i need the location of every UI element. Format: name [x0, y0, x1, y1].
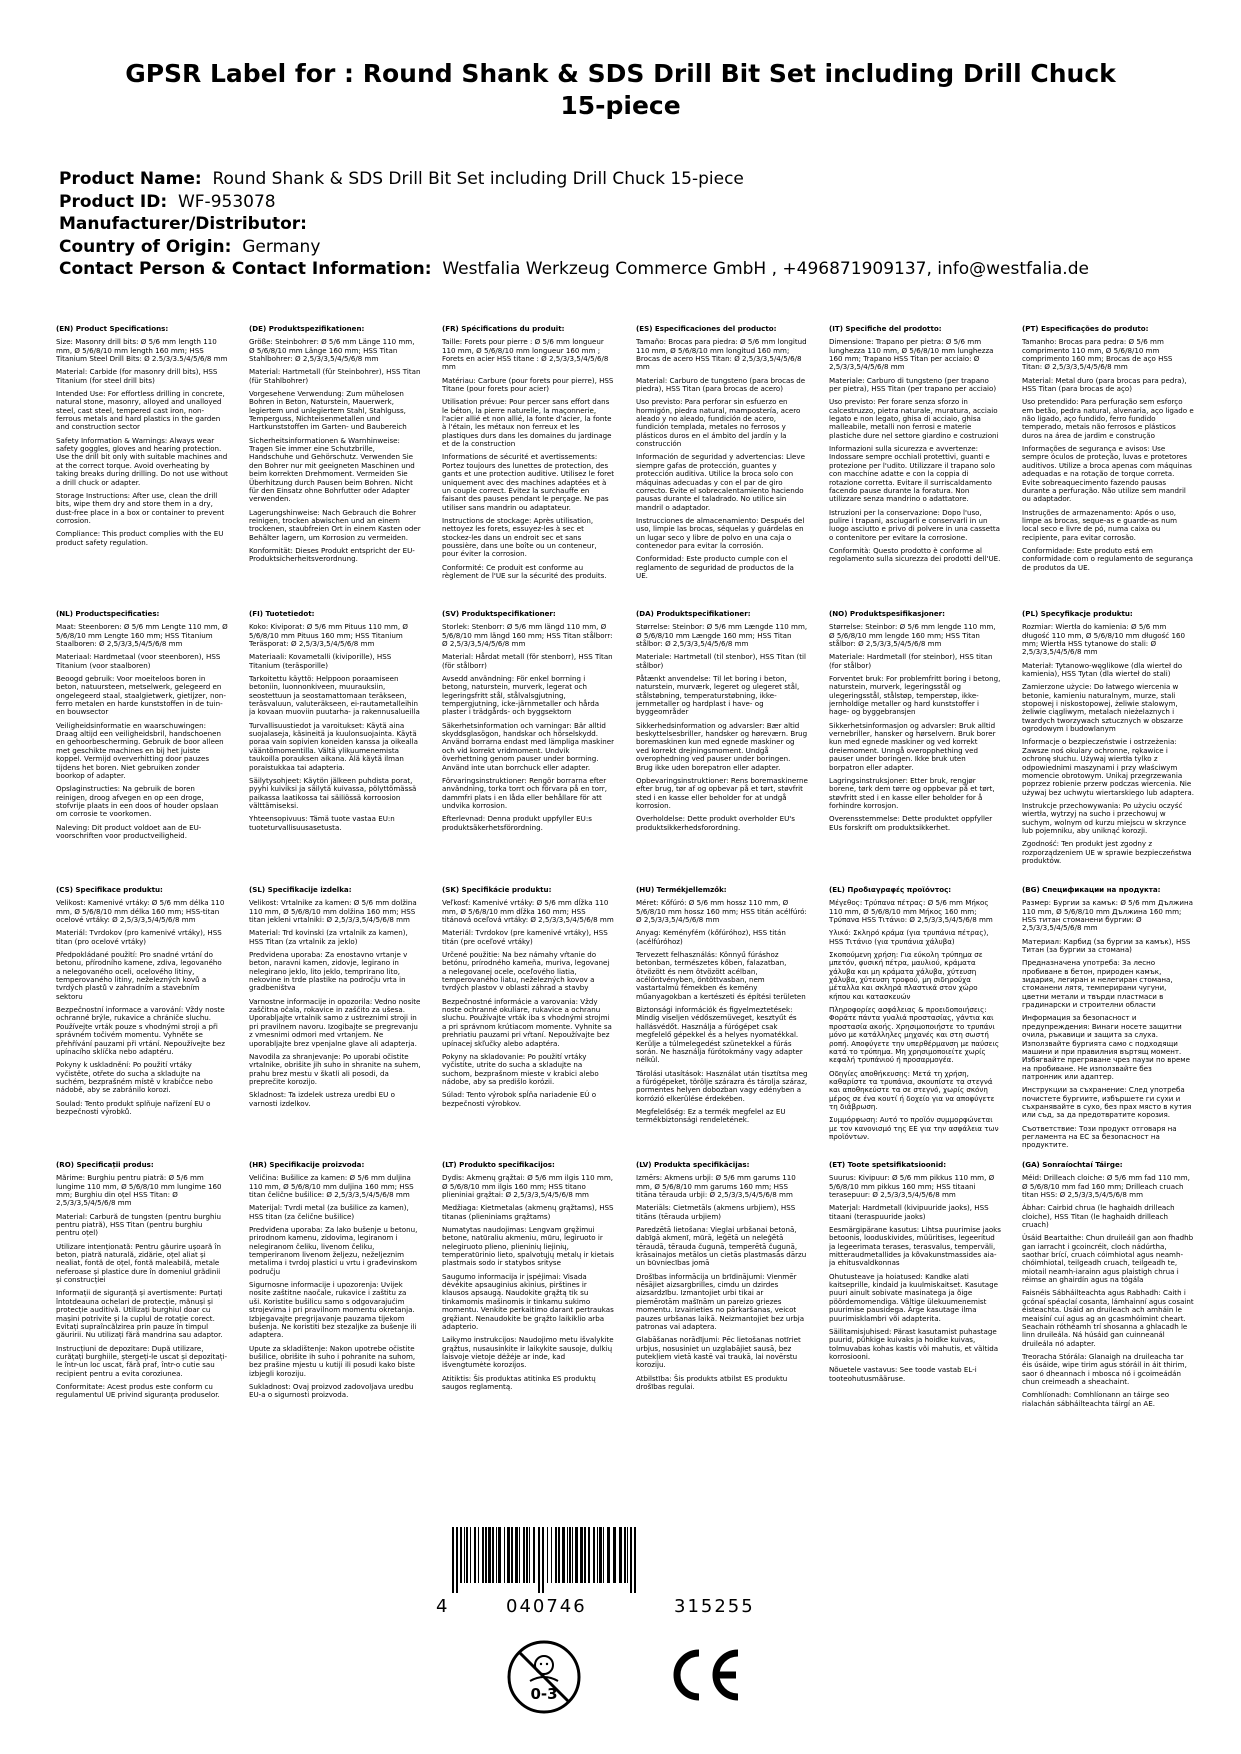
- spec-block-heading: (EL) Προδιαγραφές προϊόντος:: [829, 886, 952, 894]
- product-id-row: [59, 191, 1189, 214]
- barcode-bars: [452, 1527, 786, 1593]
- spec-block-paragraph: Conformité: Ce produit est conforme au règlement de l'UE sur la sécurité des produits.: [442, 562, 607, 580]
- label-title: GPSR Label for : Round Shank & SDS Drill Bit Set including Drill Chuck 15-piece: [125, 59, 1116, 120]
- spec-block-paragraph: Sikkerhedsinformation og advarsler: Bær altid beskyttelsesbriller, handsker og høreværn. Brug boremaskinen kun med egnede maskiner og ved korrekt drejningsmoment. Undgå overophedning ved pauser under boringen. Brug ikke uden borepatron eller adapter.: [636, 720, 808, 772]
- product-name-label: Product Name:: [59, 169, 202, 189]
- spec-block-paragraph: Glabāšanas norādījumi: Pēc lietošanas notīriet urbjus, nosusiniet un uzglabājiet sausā, bez putekļiem vietā kastē vai traukā, lai novērstu koroziju.: [636, 1335, 801, 1370]
- spec-block-paragraph: Instrucțiuni de depozitare: După utilizare, curățați burghiile, ștergeți-le uscat și depozitați-le într-un loc uscat, fără praf, într-o cutie sau recipient pentru a evita coroziunea.: [56, 1343, 228, 1378]
- spec-block-paragraph: Určené použitie: Na bez námahy vŕtanie do betónu, prírodného kameňa, muriva, legovanej a nelegovanej ocele, oceľového liatia, temperovaného liatu, neželezných kovov a tvrdých plastov v oblasti záhrad a stavby: [442, 950, 610, 993]
- spec-block-paragraph: Yhteensopivuus: Tämä tuote vastaa EU:n tuoteturvallisuusasetusta.: [249, 814, 395, 832]
- spec-block-paragraph: Sicherheitsinformationen & Warnhinweise: Tragen Sie immer eine Schutzbrille, Handschuhe und Gehörschutz. Verwenden Sie den Bohrer nur mit geeigneten Maschinen und beim korrekten Drehmoment. Vermeiden Sie Überhitzung durch Pausen beim Bohren. Nicht für den Einsatz ohne Bohrfutter oder Adapter verwenden.: [249, 435, 415, 504]
- spec-block-paragraph: Materiaal: Hardmetaal (voor steenboren), HSS Titanium (voor staalboren): [56, 652, 221, 670]
- spec-block-paragraph: Instrukcje przechowywania: Po użyciu oczyść wiertła, wytrzyj na sucho i przechowuj w suchym, wolnym od kurzu miejscu w skrzynce lub pojemniku, aby uniknąć korozji.: [1022, 800, 1187, 835]
- barcode-bar: [515, 1527, 518, 1583]
- barcode-bar: [529, 1527, 530, 1583]
- spec-block-paragraph: Nõuetele vastavus: See toode vastab EL-i tooteohutusmääruse.: [829, 1365, 977, 1383]
- barcode-bar: [624, 1527, 626, 1583]
- spec-block-heading: (FR) Spécifications du produit:: [442, 325, 565, 333]
- spec-block-paragraph: Maat: Steenboren: Ø 5/6 mm Lengte 110 mm, Ø 5/6/8/10 mm Lengte 160 mm; HSS Titanium Staalboren: Ø 2,5/3/3,5/4/5/6/8 mm: [56, 622, 228, 649]
- spec-block: [442, 886, 614, 1156]
- barcode-bar: [523, 1527, 525, 1583]
- barcode-bar: [593, 1527, 595, 1583]
- barcode-bar: [619, 1527, 622, 1583]
- spec-block-paragraph: Predviđena uporaba: Za lako bušenje u betonu, prirodnom kamenu, zidovima, legiranom i nelegiranom čeliku, livenom čeliku, temperiranom livenom željezu, neželjeznim metalima i tvrdoj plastici u vrtu i građevinskom području: [249, 1225, 418, 1276]
- spec-block-heading: (FI) Tuotetiedot:: [249, 610, 315, 618]
- spec-block-paragraph: Dydis: Akmenų grąžtai: Ø 5/6 mm ilgis 110 mm, Ø 5/6/8/10 mm ilgis 160 mm; HSS titano plieniniai grąžtai: Ø 2,5/3/3,5/4/5/6/8 mm: [442, 1173, 614, 1200]
- spec-block: [1022, 610, 1194, 880]
- spec-block-heading: (SL) Specifikacije izdelka:: [249, 886, 352, 894]
- spec-block-paragraph: Σκοπούμενη χρήση: Για εύκολη τρύπημα σε μπετόν, φυσική πέτρα, μαυλιού, κράματα χάλυβα και μη κράματα χάλυβα, χύτευση χάλυβα, χύτευση τροφού, μη σιδηρούχα μέταλλα και σκληρά πλαστικά στον χώρο κήπου και κατασκευών: [829, 950, 983, 1001]
- spec-block-paragraph: Storage Instructions: After use, clean the drill bits, wipe them dry and store them in a dry, dust-free place in a box or container to prevent corrosion.: [56, 490, 225, 525]
- spec-block-paragraph: Материал: Карбид (за бургии за камък), HSS Титан (за бургии за стомана): [1022, 936, 1191, 955]
- spec-block: [636, 610, 808, 880]
- spec-block-heading: (EN) Product Specifications:: [56, 325, 169, 333]
- spec-block: [249, 325, 421, 595]
- spec-block-paragraph: Taille: Forets pour pierre : Ø 5/6 mm longueur 110 mm, Ø 5/6/8/10 mm longueur 160 mm ; Forets en acier HSS titane : Ø 2,5/3/3,5/4/5/6/8 mm: [442, 337, 609, 372]
- barcode-bar: [562, 1527, 565, 1583]
- barcode-bar: [482, 1527, 484, 1583]
- spec-block-paragraph: Säilitamisjuhised: Pärast kasutamist puhastage puurid, pühkige kuivaks ja hoidke kuivas, tolmuvabas kohas kastis või mahutis, et vältida korrosiooni.: [829, 1326, 999, 1361]
- barcode-bar: [627, 1527, 628, 1583]
- product-name-row: [59, 168, 1189, 191]
- spec-block-paragraph: Materiale: Carburo di tungsteno (per trapano per pietra), HSS Titan (per trapano per acciaio): [829, 375, 997, 394]
- spec-block-paragraph: Material: Carburo de tungsteno (para brocas de piedra), HSS Titan (para brocas de acero): [636, 375, 806, 394]
- spec-block-paragraph: Veličina: Bušilice za kamen: Ø 5/6 mm duljina 110 mm, Ø 5/6/8/10 mm duljina 160 mm; HSS titan čelične bušilice: Ø 2,5/3/3,5/4/5/6/8 mm: [249, 1173, 414, 1200]
- spec-block-paragraph: Sukladnost: Ovaj proizvod zadovoljava uredbu EU-a o sigurnosti proizvoda.: [249, 1381, 414, 1400]
- spec-block-paragraph: Utilisation prévue: Pour percer sans effort dans le béton, la pierre naturelle, la maçonnerie, l'acier allié et non allié, la fonte d'acier, la fonte à l'étain, les métaux non ferreux et les plastiques durs dans les domaines du jardinage et de la construction: [442, 397, 612, 449]
- spec-block-paragraph: Material: Carbură de tungsten (pentru burghiu pentru piatră), HSS Titan (pentru burghiu pentru oțel): [56, 1211, 222, 1238]
- spec-block-paragraph: Comhlíonadh: Comhlíonann an táirge seo rialachán sábháilteachta táirgí an AE.: [1022, 1390, 1170, 1408]
- spec-block: [56, 610, 228, 880]
- spec-block-paragraph: Sikkerhetsinformasjon og advarsler: Bruk alltid vernebriller, hansker og hørselvern. Bruk borer kun med egnede maskiner og ved korrekt dreiemoment. Unngå overopphething ved pauser under boringen. Ikke bruk uten borpatron eller adapter.: [829, 720, 996, 772]
- spec-block-paragraph: Tárolási utasítások: Használat után tisztítsa meg a fúrógépeket, törölje szárazra és tárolja száraz, pormentes helyen dobozban vagy edényben a korrózió elkerülése érdekében.: [636, 1068, 808, 1103]
- spec-block-paragraph: Размер: Бургии за камък: Ø 5/6 mm Дължина 110 mm, Ø 5/6/8/10 mm Дължина 160 mm; HSS титан стоманени бургии: Ø 2,5/3/3,5/4/5/6/8 mm: [1022, 898, 1193, 933]
- barcode-bar: [488, 1527, 491, 1583]
- barcode-bar: [558, 1527, 560, 1583]
- spec-block-paragraph: Tamanho: Brocas para pedra: Ø 5/6 mm comprimento 110 mm, Ø 5/6/8/10 mm comprimento 160 mm; Brocas de aço HSS Titan: Ø 2,5/3/3,5/4/5/6/8 mm: [1022, 337, 1173, 372]
- spec-block-paragraph: Storlek: Stenborr: Ø 5/6 mm längd 110 mm, Ø 5/6/8/10 mm längd 160 mm; HSS Titan stålborr: Ø 2,5/3/3,5/4/5/6/8 mm: [442, 622, 613, 649]
- spec-block-paragraph: Materiale: Hardmetall (for steinbor), HSS titan (for stålbor): [829, 652, 993, 670]
- barcode-bar: [599, 1527, 602, 1583]
- barcode-bar: [485, 1527, 487, 1583]
- spec-block-paragraph: Informacje o bezpieczeństwie i ostrzeżenia: Zawsze noś okulary ochronne, rękawice i ochronę słuchu. Używaj wiertła tylko z odpowiednimi maszynami i przy właściwym momencie obrotowym. Unikaj przegrzewania poprzez robienie przerw podczas wiercenia. Nie używaj bez uchwytu wiertarskiego lub adaptera.: [1022, 737, 1194, 797]
- country-row: [59, 236, 1189, 259]
- spec-block-heading: (LV) Produkta specifikācijas:: [636, 1161, 750, 1169]
- spec-block: [56, 325, 228, 595]
- barcode-bar: [538, 1527, 540, 1593]
- spec-block-paragraph: Saugumo informacija ir įspėjimai: Visada dėvėkite apsauginius akinius, pirštines ir klausos apsaugą. Naudokite grąžtą tik su tinkamomis mašinomis ir tinkamu sukimo momentu. Venkite perkaitimo darant pertraukas gręžiant. Nenaudokite be grąžto laikiklio arba adapterio.: [442, 1271, 614, 1331]
- spec-block-paragraph: Biztonsági információk és figyelmeztetések: Mindig viseljen védőszemüveget, kesztyűt és hallásvédőt. Használja a fúrógépet csak megfelelő gépekkel és a helyes nyomatékkal. Kerülje a túlmelegedést szünetekkel a fúrás során. Ne használja fúrótokmány vagy adapter nélkül.: [636, 1005, 803, 1065]
- barcode-bar: [575, 1527, 578, 1583]
- spec-block-paragraph: Turvallisuustiedot ja varoitukset: Käytä aina suojalaseja, käsineitä ja kuulonsuojainta. Käytä poraa vain sopivien koneiden kanssa ja oikealla vääntömomentilla. Vältä ylikuumenemista taukoilla porauksen aikana. Älä käytä ilman poraistukkaa tai adapteria.: [249, 720, 418, 772]
- spec-block-paragraph: Naleving: Dit product voldoet aan de EU-voorschriften voor productveiligheid.: [56, 822, 202, 840]
- spec-block-paragraph: Veiligheidsinformatie en waarschuwingen: Draag altijd een veiligheidsbril, handschoenen en gehoorbescherming. Gebruik de boor alleen met geschikte machines en bij het juiste koppel. Vermijd oververhitting door pauzes tijdens het boren. Niet gebruiken zonder boorkop of adapter.: [56, 720, 224, 780]
- spec-block-paragraph: Informations de sécurité et avertissements: Portez toujours des lunettes de protection, des gants et une protection auditive. Utilisez le foret uniquement avec des machines adaptées et à un couple correct. Évitez la surchauffe en faisant des pauses pendant le perçage. Ne pas utiliser sans mandrin ou adaptateur.: [442, 452, 614, 512]
- barcode-right-digits: 315255: [674, 1596, 755, 1617]
- spec-block-paragraph: Navodila za shranjevanje: Po uporabi očistite vrtalnike, obrišite jih suho in shranite na suhem, prahu brez mestu v škatli ali posodi, da preprečite korozijo.: [249, 1051, 421, 1086]
- product-name-value: Round Shank & SDS Drill Bit Set including Drill Chuck 15-piece: [212, 169, 744, 189]
- spec-block-paragraph: Predvidena uporaba: Za enostavno vrtanje v beton, naravni kamen, zidovje, legirano in nelegirano jeklo, lito jeklo, temprirano lito, nekovine in trde plastike na področju vrta in gradbeništva: [249, 950, 408, 993]
- spec-block-paragraph: Upute za skladištenje: Nakon upotrebe očistite bušilice, obrišite ih suho i pohranite na suhom, bez prašine mjestu u kutiji ili posudi kako biste izbjegli koroziju.: [249, 1343, 416, 1378]
- product-info: [59, 168, 1189, 281]
- spec-block: [249, 1161, 421, 1421]
- spec-block-paragraph: Informações de segurança e avisos: Use sempre óculos de proteção, luvas e protetores auditivos. Utilize a broca apenas com máquinas adequadas e na rotação de torque correta. Evite sobreaquecimento fazendo pausas durante a perfuração. Não utilize sem mandril ou adaptador.: [1022, 444, 1192, 504]
- spec-block-paragraph: Material: Trd kovinski (za vrtalnik za kamen), HSS Titan (za vrtalnik za jeklo): [249, 928, 408, 946]
- barcode-bar: [507, 1527, 510, 1583]
- barcode-bar: [551, 1527, 552, 1583]
- spec-block-paragraph: Material: Metal duro (para brocas para pedra), HSS Titan (para brocas de aço): [1022, 375, 1187, 394]
- spec-block: [829, 325, 1001, 595]
- spec-block-heading: (CS) Specifikace produktu:: [56, 886, 163, 894]
- manufacturer-row: [59, 213, 1189, 236]
- spec-block-paragraph: Информация за безопасност и предупреждения: Винаги носете защитни очила, ръкавици и защита за слуха. Използвайте бургията само с подходящи машини и при правилния въртящ момент. Избягвайте прегряване чрез паузи по време на пробиване. Не използвайте без патронник или адаптер.: [1022, 1013, 1191, 1081]
- barcode-bar: [470, 1527, 471, 1583]
- spec-block-paragraph: Izmērs: Akmens urbji: Ø 5/6 mm garums 110 mm, Ø 5/6/8/10 mm garums 160 mm; HSS titāna tērauda urbji: Ø 2,5/3/3,5/4/5/6/8 mm: [636, 1173, 796, 1200]
- spec-block-heading: (ET) Toote spetsifikatsioonid:: [829, 1161, 947, 1169]
- spec-block-paragraph: Veľkosť: Kamenivé vrtáky: Ø 5/6 mm dĺžka 110 mm, Ø 5/6/8/10 mm dĺžka 160 mm; HSS titánová oceľová vrtáky: Ø 2,5/3/3,5/4/5/6/8 mm: [442, 898, 614, 925]
- spec-block-paragraph: Matériau: Carbure (pour forets pour pierre), HSS Titane (pour forets pour acier): [442, 375, 614, 394]
- spec-block-paragraph: Utilizare intenționată: Pentru găurire ușoară în beton, piatră naturală, zidărie, oțel aliat și nealiat, fontă de oțel, fontă maleabilă, metale neferoase și plastice dure în domeniul grădinii și construcției: [56, 1241, 221, 1285]
- spec-block: [1022, 886, 1194, 1156]
- spec-block-paragraph: Avsedd användning: För enkel borrning i betong, naturstein, murverk, legerat och legeringsfritt stål, stålvalsgjutning, tempergjutning, icke-järnmetaller och hårda plaster i trädgårds- och byggsektorn: [442, 674, 600, 717]
- barcode-bar: [511, 1527, 513, 1583]
- spec-block: [442, 610, 614, 880]
- barcode-bar: [504, 1527, 505, 1583]
- spec-block-paragraph: Soulad: Tento produkt splňuje nařízení EU o bezpečnosti výrobků.: [56, 1098, 211, 1116]
- spec-block: [442, 1161, 614, 1421]
- ean-barcode: [436, 1527, 802, 1619]
- spec-block-paragraph: Lagringsinstruksjoner: Etter bruk, rengjør borene, tørk dem tørre og oppbevar på et tørt, støvfritt sted i en kasse eller beholder for å forhindre korrosjon.: [829, 775, 995, 810]
- contact-row: [59, 258, 1189, 281]
- spec-block-paragraph: Tamaño: Brocas para piedra: Ø 5/6 mm longitud 110 mm, Ø 5/6/8/10 mm longitud 160 mm; Brocas de acero HSS Titan: Ø 2,5/3/3,5/4/5/6/8 mm: [636, 337, 807, 372]
- spec-block-paragraph: Zgodność: Ten produkt jest zgodny z rozporządzeniem UE w sprawie bezpieczeństwa produktów.: [1022, 839, 1192, 865]
- spec-block-paragraph: Størrelse: Steinbor: Ø 5/6 mm Længde 110 mm, Ø 5/6/8/10 mm Længde 160 mm; HSS Titan stålbor: Ø 2,5/3/3,5/4/5/6/8 mm: [636, 622, 808, 649]
- spec-block-heading: (LT) Produkto specifikacijos:: [442, 1161, 555, 1169]
- spec-block-paragraph: Velikost: Vrtalnike za kamen: Ø 5/6 mm dolžina 110 mm, Ø 5/6/8/10 mm dolžina 160 mm; HSS titan jekleni vrtalniki: Ø 2,5/3/3,5/4/5/6/8 mm: [249, 898, 417, 925]
- spec-block-paragraph: Megfelelőség: Ez a termék megfelel az EU termékbiztonsági rendeletének.: [636, 1106, 786, 1125]
- spec-block-paragraph: Informazioni sulla sicurezza e avvertenze: Indossare sempre occhiali protettivi, guanti e protezione per l'udito. Utilizzare il trapano solo con macchine adatte e con la coppia di rotazione corretta. Evitare il surriscaldamento facendo pause durante la foratura. Non utilizzare senza mandrino o adattatore.: [829, 444, 995, 504]
- spec-block-paragraph: Información de seguridad y advertencias: Lleve siempre gafas de protección, guantes y protección auditiva. Utilice la broca solo con máquinas adecuadas y con el par de giro correcto. Evite el sobrecalentamiento haciendo pausas durante el taladrado. No utilice sin mandril o adaptador.: [636, 452, 805, 512]
- spec-block-paragraph: Pokyny na skladovanie: Po použití vrtáky vyčistite, utrite do sucha a skladujte na suchom, bezprašnom mieste v krabici alebo nádobe, aby sa predišlo korózii.: [442, 1051, 599, 1086]
- spec-block-paragraph: Material: Hartmetall (für Steinbohrer), HSS Titan (für Stahlbohrer): [249, 367, 421, 385]
- spec-block-paragraph: Uso previsto: Para perforar sin esfuerzo en hormigón, piedra natural, mampostería, acero aleado y no aleado, fundición de acero, fundición templada, metales no ferrosos y plásticos duros en el ámbito del jardín y la construcción: [636, 397, 801, 449]
- spec-block-paragraph: Bezpečnostní informace a varování: Vždy noste ochranné brýle, rukavice a chrániče sluchu. Používejte vrták pouze s vhodnými stroji a při správném točivém momentu. Vyhněte se přehřívání pauzami při vrtání. Nepoužívejte bez upínacího sklíčka nebo adaptéru.: [56, 1005, 225, 1056]
- spec-block: [442, 325, 614, 595]
- spec-block-paragraph: Beoogd gebruik: Voor moeiteloos boren in beton, natuursteen, metselwerk, gelegeerd en ongelegeerd staal, staalgietwerk, gietijzer, non-ferro metalen en harde kunststoffen in de tuin- en bouwsector: [56, 674, 226, 717]
- spec-block-paragraph: Treoracha Stórála: Glanaigh na druileacha tar éis úsáide, wipe tirim agus stóráil in áit thirim, saor ó dheannach i mbosca nó i gcoimeádán chun creimeadh a sheachaint.: [1022, 1351, 1187, 1386]
- spec-block-paragraph: Materiál: Tvrdokov (pro kamenivé vrtáky), HSS titan (pro ocelové vrtáky): [56, 928, 222, 946]
- spec-block-heading: (ES) Especificaciones del producto:: [636, 325, 777, 333]
- product-id-value: WF-953078: [177, 191, 276, 212]
- spec-block-paragraph: Suurus: Kivipuur: Ø 5/6 mm pikkus 110 mm, Ø 5/6/8/10 mm pikkus 160 mm; HSS titaani terasepuur: Ø 2,5/3/3,5/4/5/6/8 mm: [829, 1173, 995, 1200]
- spec-block-paragraph: Předpokládané použití: Pro snadné vrtání do betonu, přírodního kamene, zdiva, legovaného a nelegovaného oceli, ocelového litiny, temperovaného litiny, neželezných kovů a tvrdých plastů v zahradním a stavebním sektoru: [56, 950, 222, 1001]
- barcode-bar: [572, 1527, 573, 1583]
- spec-block-paragraph: Инструкции за съхранение: След употреба почистете бургиите, избършете ги сухи и съхранявайте в сухо, без прах място в кутия или съд, за да предотвратите корозия.: [1022, 1085, 1192, 1120]
- spec-block-heading: (GA) Sonraíochtaí Táirge:: [1022, 1161, 1123, 1169]
- barcode-bar: [456, 1527, 458, 1593]
- spec-block-heading: (DA) Produktspecifikationer:: [636, 610, 751, 618]
- spec-block-heading: (SK) Špecifikácie produktu:: [442, 886, 552, 894]
- spec-block-paragraph: Conformidad: Este producto cumple con el reglamento de seguridad de productos de la UE.: [636, 554, 794, 580]
- spec-block-paragraph: Materiál: Tvrdokov (pre kamenivé vrtáky), HSS titán (pre oceľové vrtáky): [442, 928, 608, 946]
- barcode-bar: [603, 1527, 604, 1583]
- barcode-bar: [580, 1527, 583, 1583]
- spec-block-paragraph: Atbilstība: Šis produkts atbilst ES produktu drošības regulai.: [636, 1373, 788, 1391]
- spec-block-paragraph: Eesmärgipärane kasutus: Lihtsa puurimise jaoks betoonis, looduskivides, müüritises, legeeritud ja legeerimata terases, terasvalus, temperväli, mitteraudmetallides ja kõvakunstmassides aia- ja ehitusvaldkonnas: [829, 1225, 1001, 1268]
- spec-block-paragraph: Zamierzone użycie: Do łatwego wiercenia w betonie, kamieniu naturalnym, murze, stali stopowej i niskostopowej, żeliwie stalowym, żeliwie ciągliwym, metalach nieżelaznych i twardych tworzywach sztucznych w obszarze ogrodowym i budowlanym: [1022, 682, 1183, 734]
- barcode-bar: [607, 1527, 610, 1583]
- spec-block-paragraph: Súlad: Tento výrobok spĺňa nariadenie EÚ o bezpečnosti výrobkov.: [442, 1090, 597, 1108]
- barcode-bar: [474, 1527, 476, 1583]
- spec-block-paragraph: Konformität: Dieses Produkt entspricht der EU-Produktsicherheitsverordnung.: [249, 545, 415, 564]
- country-value: Germany: [242, 236, 321, 257]
- spec-block-paragraph: Material: Carbide (for masonry drill bits), HSS Titanium (for steel drill bits): [56, 367, 218, 385]
- barcode-bar: [460, 1527, 462, 1583]
- barcode-bar: [526, 1527, 528, 1583]
- spec-block: [56, 886, 228, 1156]
- spec-block-paragraph: Størrelse: Steinbor: Ø 5/6 mm lengde 110 mm, Ø 5/6/8/10 mm lengde 160 mm; HSS Titan stålbor: Ø 2,5/3/3,5/4/5/6/8 mm: [829, 622, 996, 649]
- barcode-lead-digit: 4: [436, 1596, 448, 1617]
- spec-block-paragraph: Méid: Drilleach cloiche: Ø 5/6 mm fad 110 mm, Ø 5/6/8/10 mm fad 160 mm; Drilleach cruach titan HSS: Ø 2,5/3/3,5/4/5/6/8 mm: [1022, 1173, 1190, 1200]
- spec-block-paragraph: Πληροφορίες ασφάλειας & προειδοποιήσεις: Φοράτε πάντα γυαλιά προστασίας, γάντια και προστασία ακοής. Χρησιμοποιήστε το τρυπάνι μόνο με κατάλληλες μηχανές και στη σωστή ροπή. Αποφύγετε την υπερθέρμανση με παύσεις κατά το τρύπημα. Μη χρησιμοποιείτε χωρίς κεφαλή τρυπάνιού ή προσαρμογέα.: [829, 1005, 1000, 1065]
- spec-block-paragraph: Förvaringsinstruktioner: Rengör borrarna efter användning, torka torrt och förvara på en torr, dammfri plats i en låda eller behållare för att undvika korrosion.: [442, 775, 607, 810]
- barcode-bar: [498, 1527, 501, 1583]
- spec-block: [1022, 1161, 1194, 1421]
- barcode-bar: [584, 1527, 586, 1583]
- spec-block-paragraph: Overholdelse: Dette produkt overholder EU's produktsikkerhedsforordning.: [636, 814, 795, 832]
- spec-block-paragraph: Conformitate: Acest produs este conform cu regulamentul UE privind siguranța produselor.: [56, 1381, 220, 1400]
- product-id-label: Product ID:: [59, 191, 168, 212]
- barcode-bar: [466, 1527, 468, 1583]
- barcode-bar: [496, 1527, 497, 1583]
- barcode-bar: [630, 1527, 632, 1593]
- spec-block-heading: (SV) Produktspecifikationer:: [442, 610, 556, 618]
- barcode-bar: [567, 1527, 568, 1583]
- spec-block-paragraph: Tarkoitettu käyttö: Helppoon poraamiseen betoniin, luonnonkiveen, muurauksiin, seostettuun ja seostamattomaan teräkseen, teräsvaluun, valuteräkseen, ei-rautametalleihin ja kovaan muoviin puutarha- ja rakennusalueilla: [249, 674, 420, 717]
- age-warning-0-3-icon: [506, 1637, 582, 1717]
- spec-block-heading: (RO) Specificații produs:: [56, 1161, 154, 1169]
- contact-value: Westfalia Werkzeug Commerce GmbH , +496871909137, info@westfalia.de: [442, 259, 1089, 279]
- spec-block: [56, 1161, 228, 1421]
- spec-block-paragraph: Forventet bruk: For problemfritt boring i betong, naturstein, murverk, legeringsstål og ulegeringsstål, stålstøp, temperstøp, ikke-jernholdige metaller og hard kunststoffer i hage- og byggebransjen: [829, 674, 1001, 717]
- country-label: Country of Origin:: [59, 236, 232, 257]
- spec-block: [829, 610, 1001, 880]
- spec-block: [636, 1161, 808, 1421]
- spec-block-heading: (DE) Produktspezifikationen:: [249, 325, 365, 333]
- spec-block-paragraph: Drošības informācija un brīdinājumi: Vienmēr nēsājiet aizsargbrilles, cimdu un dzirdes aizsardzību. Izmantojiet urbi tikai ar piemērotām mašīnām un pareizo griezes momentu. Izvairieties no pārkaršanas, veicot pauzes urbšanas laikā. Neizmantojiet bez urbja patronas vai adaptera.: [636, 1271, 805, 1331]
- spec-block-paragraph: Úsáid Beartaithe: Chun druileáil gan aon fhadhb gan iarracht i gcoincréit, cloch nádúrtha, saothar brící, cruach cóimhiotal agus neamh-chóimhiotal, teilgeadh cruach, teilgeadh te, miotail neamh-iarainn agus plaistigh chrua i réimse an ghairdín agus na tógála: [1022, 1233, 1194, 1285]
- spec-block-paragraph: Ohutusteave ja hoiatused: Kandke alati kaitseprille, kindaid ja kuulmiskaitset. Kasutage puuri ainult sobivate masinatega ja õige pöördemomendiga. Vältige ülekuumenemist puurimise pausidega. Ärge kasutage ilma puurimisklambri või adapterita.: [829, 1271, 998, 1323]
- spec-block-paragraph: Påtænkt anvendelse: Til let boring i beton, naturstein, murværk, legeret og ulegeret stål, stålstøbning, temperaturstøbning, ikke-jernmetaller og hardplast i have- og byggeområder: [636, 674, 800, 717]
- barcode-bar: [533, 1527, 535, 1583]
- spec-block-paragraph: Vorgesehene Verwendung: Zum mühelosen Bohren in Beton, Naturstein, Mauerwerk, legiertem und unlegiertem Stahl, Stahlguss, Temperguss, Nichteisenmetallen und Hartkunststoffen im Garten- und Baubereich: [249, 389, 407, 432]
- spec-block-paragraph: Μέγεθος: Τρύπανα πέτρας: Ø 5/6 mm Μήκος 110 mm, Ø 5/6/8/10 mm Μήκος 160 mm; Τρύπανα HSS Τιτάνιο: Ø 2,5/3/3,5/4/5/6/8 mm: [829, 898, 993, 925]
- barcode-bar: [597, 1527, 598, 1583]
- barcode-bar: [542, 1527, 544, 1593]
- spec-block-paragraph: Materijal: Tvrdi metal (za bušilice za kamen), HSS titan (za čelične bušilice): [249, 1203, 409, 1221]
- spec-block-paragraph: Skladnost: Ta izdelek ustreza uredbi EU o varnosti izdelkov.: [249, 1090, 395, 1108]
- spec-block-paragraph: Anyag: Keményfém (kőfúróhoz), HSS titán (acélfúróhoz): [636, 928, 786, 946]
- spec-block-paragraph: Mărime: Burghiu pentru piatră: Ø 5/6 mm lungime 110 mm, Ø 5/6/8/10 mm lungime 160 mm; Burghiu din oțel HSS Titan: Ø 2,5/3/3,5/4/5/6/8 mm: [56, 1173, 222, 1208]
- spec-block-paragraph: Tervezett felhasználás: Könnyű fúráshoz betonban, természetes kőben, falazatban, ötvözött és nem ötvözött acélban, acélöntvényben, öntöttvasban, nem vastartalmú fémekben és kemény műanyagokban a kertészeti és építési területen: [636, 950, 806, 1001]
- spec-block-paragraph: Conformidade: Este produto está em conformidade com o regulamento de segurança de produtos da UE.: [1022, 545, 1193, 572]
- spec-block: [636, 886, 808, 1156]
- spec-block-paragraph: Größe: Steinbohrer: Ø 5/6 mm Länge 110 mm, Ø 5/6/8/10 mm Länge 160 mm; HSS Titan Stahlbohrer: Ø 2,5/3/3,5/4/5/6/8 mm: [249, 337, 415, 364]
- spec-block-heading: (BG) Спецификации на продукта:: [1022, 886, 1161, 894]
- spec-block-paragraph: Medžiaga: Kietmetalas (akmenų grąžtams), HSS titanas (plieniniams grąžtams): [442, 1203, 614, 1221]
- spec-block-heading: (PT) Especificações do produto:: [1022, 325, 1149, 333]
- spec-block-paragraph: Size: Masonry drill bits: Ø 5/6 mm length 110 mm, Ø 5/6/8/10 mm length 160 mm; HSS Titanium Steel Drill Bits: Ø 2.5/3/3.5/4/5/6/8 mm: [56, 337, 228, 364]
- barcode-bar: [452, 1527, 454, 1593]
- contact-label: Contact Person & Contact Information:: [59, 259, 432, 279]
- spec-block-paragraph: Compliance: This product complies with the EU product safety regulation.: [56, 529, 224, 547]
- spec-block-paragraph: Materiāls: Cietmetāls (akmens urbjiem), HSS titāns (tērauda urbjiem): [636, 1203, 796, 1221]
- spec-block-paragraph: Méret: Kőfúró: Ø 5/6 mm hossz 110 mm, Ø 5/6/8/10 mm hossz 160 mm; HSS titán acélfúró: Ø 2,5/3/3,5/4/5/6/8 mm: [636, 898, 807, 925]
- spec-block-paragraph: Sigurnosne informacije i upozorenja: Uvijek nosite zaštitne naočale, rukavice i zaštitu za uši. Koristite bušilicu samo s odgovarajućim strojevima i pri pravilnom momentu okretanja. Izbjegavajte pregrijavanje pauzama tijekom bušenja. Ne koristiti bez stezaljke za bušenje ili adaptera.: [249, 1280, 417, 1340]
- spec-block-heading: (NO) Produktspesifikasjoner:: [829, 610, 945, 618]
- spec-block-paragraph: Säkerhetsinformation och varningar: Bär alltid skyddsglasögon, handskar och hörselskydd. Använd borrarna endast med lämpliga maskiner och vid korrekt vridmoment. Undvik överhettning genom pauser under borrning. Använd inte utan borrchuck eller adapter.: [442, 720, 614, 772]
- spec-block-paragraph: Laikymo instrukcijos: Naudojimo metu išvalykite grąžtus, nusausinkite ir laikykite sausoje, dulkių laisvoje vietoje dėžėje ar inde, kad išvengtumėte korozijos.: [442, 1335, 614, 1370]
- spec-block-paragraph: Предназначена употреба: За лесно пробиване в бетон, природен камък, зидария, легиран и нелегиран стомана, стоманени лятя, темперирани чугуни, цветни метали и твърди пластмаси в градинарски и строителни области: [1022, 958, 1173, 1010]
- spec-block-paragraph: Materiale: Hartmetall (til stenbor), HSS Titan (til stålbor): [636, 652, 806, 670]
- spec-block-paragraph: Koko: Kiviporat: Ø 5/6 mm Pituus 110 mm, Ø 5/6/8/10 mm Pituus 160 mm; HSS Titanium Teräsporat: Ø 2,5/3/3,5/4/5/6/8 mm: [249, 622, 408, 649]
- spec-block-paragraph: Conformità: Questo prodotto è conforme al regolamento sulla sicurezza dei prodotti dell'UE.: [829, 545, 1001, 564]
- spec-block-paragraph: Paredzētā lietošana: Vieglai urbšanai betonā, dabīgā akmenī, mūrā, leģētā un neleģētā tēraudā, tērauda čugunā, temperētā čugunā, krāsainajos metālos un cietās plastmasās dārzu un būvniecības jomā: [636, 1225, 807, 1268]
- spec-block-paragraph: Efterlevnad: Denna produkt uppfyller EU:s produktsäkerhetsförordning.: [442, 814, 592, 832]
- spec-block-paragraph: Faisnéis Sábháilteachta agus Rabhadh: Caith i gcónaí spéaclaí cosanta, lámhainní agus cosaint éisteachta. Úsáid an druileach ach amháin le meaisíní cuí agus ag an gcasmhóimint cheart. Seachain róthéamh trí shosanna a ghlacadh le linn druileála. Ná húsáid gan cuinneanál druileála nó adapter.: [1022, 1288, 1194, 1348]
- spec-block-heading: (PL) Specyfikacje produktu:: [1022, 610, 1133, 618]
- spec-block: [1022, 325, 1194, 595]
- spec-block-paragraph: Materjal: Hardmetall (kivipuuride jaoks), HSS titaani (teraspuuride jaoks): [829, 1203, 989, 1221]
- spec-block-paragraph: Materiał: Tytanowo-węglikowe (dla wierteł do kamienia), HSS Tytan (dla wierteł do stali): [1022, 660, 1183, 679]
- spec-block-paragraph: Συμμόρφωση: Αυτό το προϊόν συμμορφώνεται με τον κανονισμό της ΕΕ για την ασφάλεια των προϊόντων.: [829, 1115, 999, 1141]
- ce-mark-icon: [666, 1645, 746, 1705]
- spec-block-paragraph: Atitiktis: Šis produktas atitinka ES produktų saugos reglamentą.: [442, 1373, 596, 1391]
- spec-block-paragraph: Opbevaringsinstruktioner: Rens boremaskinerne efter brug, tør af og opbevar på et tørt, støvfrit sted i en kasse eller beholder for at undgå korrosion.: [636, 775, 808, 810]
- barcode-bar: [555, 1527, 557, 1583]
- spec-block-paragraph: Υλικό: Σκληρό κράμα (για τρυπάνια πέτρας), HSS Τιτάνιο (για τρυπάνια χάλυβα): [829, 928, 989, 946]
- spec-block-paragraph: Materiaali: Kovametalli (kiviporille), HSS Titanium (teräsporille): [249, 652, 392, 670]
- barcode-bar: [547, 1527, 548, 1583]
- spec-block-paragraph: Opslaginstructies: Na gebruik de boren reinigen, droog afvegen en op een droge, stofvrije plaats in een doos of houder opslaan om corrosie te voorkomen.: [56, 784, 219, 819]
- spec-block-paragraph: Instructions de stockage: Après utilisation, nettoyez les forets, essuyez-les à sec et stockez-les dans un endroit sec et sans poussière, dans une boîte ou un conteneur, pour éviter la corrosion.: [442, 515, 597, 559]
- spec-block-paragraph: Istruzioni per la conservazione: Dopo l'uso, pulire i trapani, asciugarli e conservarli in un luogo asciutto e privo di polvere in una cassetta o contenitore per evitare la corrosione.: [829, 507, 1000, 542]
- spec-block-paragraph: Uso previsto: Per forare senza sforzo in calcestruzzo, pietra naturale, muratura, acciaio legato e non legato, ghisa di acciaio, ghisa malleabile, metalli non ferrosi e materie plastiche dure nel settore giardino e costruzioni: [829, 397, 999, 440]
- spec-block: [829, 1161, 1001, 1421]
- barcode-bar: [613, 1527, 616, 1583]
- spec-block-paragraph: Ábhar: Cairbid chrua (le haghaidh drilleach cloiche), HSS Titan (le haghaidh drilleach cruach): [1022, 1203, 1175, 1230]
- barcode-bar: [464, 1527, 465, 1583]
- spec-block-paragraph: Dimensione: Trapano per pietra: Ø 5/6 mm lunghezza 110 mm, Ø 5/6/8/10 mm lunghezza 160 mm; Trapano HSS Titan per acciaio: Ø 2,5/3/3,5/4/5/6/8 mm: [829, 337, 994, 372]
- spec-block-paragraph: Velikost: Kamenivé vrtáky: Ø 5/6 mm délka 110 mm, Ø 5/6/8/10 mm délka 160 mm; HSS-titan ocelové vrtáky: Ø 2,5/3/3,5/4/5/6/8 mm: [56, 898, 225, 925]
- svg-text:0-3: 0-3: [530, 1685, 558, 1703]
- spec-block: [249, 886, 421, 1156]
- spec-block: [829, 886, 1001, 1156]
- spec-block-paragraph: Οδηγίες αποθήκευσης: Μετά τη χρήση, καθαρίστε τα τρυπάνια, σκουπίστε τα στεγνά και αποθηκεύστε τα σε στεγνό, χωρίς σκόνη μέρος σε ένα κουτί ή δοχείο για να αποφύγετε τη διάβρωση.: [829, 1068, 995, 1111]
- spec-block-paragraph: Instrucciones de almacenamiento: Después del uso, limpie las brocas, séquelas y guárdelas en un lugar seco y libre de polvo en una caja o contenedor para evitar la corrosión.: [636, 515, 805, 550]
- spec-block-paragraph: Pokyny k uskladnění: Po použití vrtáky vyčistěte, otřete do sucha a skladujte na suchém, bezprašném místě v krabičce nebo nádobě, aby se zabránilo korozi.: [56, 1060, 213, 1095]
- barcode-bar: [478, 1527, 479, 1583]
- barcode-bar: [588, 1527, 590, 1583]
- spec-block-heading: (HU) Termékjellemzők:: [636, 886, 727, 894]
- spec-block-paragraph: Uso pretendido: Para perfuração sem esforço em betão, pedra natural, alvenaria, aço ligado e não ligado, aço fundido, ferro fundido temperado, metais não ferrosos e plásticos duros na área de jardim e construção: [1022, 397, 1194, 440]
- spec-block-heading: (NL) Productspecificaties:: [56, 610, 160, 618]
- spec-block: [636, 325, 808, 595]
- spec-block: [249, 610, 421, 880]
- spec-block-paragraph: Lagerungshinweise: Nach Gebrauch die Bohrer reinigen, trocken abwischen und an einem trockenen, staubfreien Ort in einem Kasten oder Behälter lagern, um Korrosion zu vermeiden.: [249, 507, 421, 542]
- spec-block-paragraph: Instruções de armazenamento: Após o uso, limpe as brocas, seque-as e guarde-as num local seco e livre de pó, numa caixa ou recipiente, para evitar corrosão.: [1022, 507, 1177, 542]
- spec-block-paragraph: Overensstemmelse: Dette produktet oppfyller EUs forskrift om produktsikkerhet.: [829, 814, 993, 832]
- spec-block-paragraph: Numatytas naudojimas: Lengvam gręžimui betone, natūraliu akmeniu, mūru, legiruoto ir nelegiruoto plieno, plieninių liejinių, temperatūrinio lieto, spalvotųjų metalų ir kietais plastmais sodo ir statybos srityse: [442, 1225, 614, 1268]
- manufacturer-label: Manufacturer/Distributor:: [59, 214, 307, 234]
- spec-block-paragraph: Informații de siguranță și avertismente: Purtați întotdeauna ochelari de protecție, mănuși și protecție auditivă. Utilizați burghiul doar cu mașini potrivite și la cuplul de rotație corect. Evitați supraîncălzirea prin pauze în timpul găuririi. Nu utilizați fără mandrina sau adaptor.: [56, 1288, 223, 1340]
- spec-block-heading: (IT) Specifiche del prodotto:: [829, 325, 942, 333]
- spec-block-paragraph: Rozmiar: Wiertła do kamienia: Ø 5/6 mm długość 110 mm, Ø 5/6/8/10 mm długość 160 mm; Wiertła HSS tytanowe do stali: Ø 2,5/3/3,5/4/5/6/8 mm: [1022, 622, 1185, 657]
- barcode-bar: [569, 1527, 571, 1583]
- barcode-bar: [492, 1527, 494, 1583]
- barcode-left-digits: 040746: [506, 1596, 587, 1617]
- spec-block-paragraph: Varnostne informacije in opozorila: Vedno nosite zaščitna očala, rokavice in zaščito za ušesa. Uporabljajte vrtalnik samo z ustreznimi stroji in pri pravilnem navoru. Izogibajte se pregrevanju z vmesnimi odmori med vrtanjem. Ne uporabljajte brez vpenjalne glave ali adapterja.: [249, 996, 421, 1048]
- spec-block-paragraph: Material: Hårdat metall (för stenborr), HSS Titan (för stålborr): [442, 652, 613, 670]
- spec-block-paragraph: Bezpečnostné informácie a varovania: Vždy noste ochranné okuliare, rukavice a ochranu sluchu. Používajte vrták iba s vhodnými strojmi a pri správnom krútiacom momente. Vyhnite sa prehriatiu pauzami pri vŕtaní. Nepoužívajte bez upínacej skľučky alebo adaptéra.: [442, 996, 612, 1048]
- spec-block-paragraph: Säilytysohjeet: Käytön jälkeen puhdista porat, pyyhi kuiviksi ja säilytä kuivassa, pölyttömässä paikassa laatikossa tai säiliössä korroosion välttämiseksi.: [249, 775, 417, 810]
- barcode-bar: [519, 1527, 520, 1583]
- spec-block-heading: (HR) Specifikacije proizvoda:: [249, 1161, 365, 1169]
- spec-block-paragraph: Intended Use: For effortless drilling in concrete, natural stone, masonry, alloyed and unalloyed steel, cast steel, tempered cast iron, non-ferrous metals and hard plastics in the garden and construction sector: [56, 389, 225, 432]
- barcode-bar: [634, 1527, 636, 1593]
- spec-block-paragraph: Съответствие: Този продукт отговаря на регламента на ЕС за безопасност на продуктите.: [1022, 1123, 1177, 1150]
- spec-block-paragraph: Safety Information & Warnings: Always wear safety goggles, gloves and hearing protection. Use the drill bit only with suitable machines and at the correct torque. Avoid overheating by taking breaks during drilling. Do not use without a drill chuck or adapter.: [56, 435, 228, 487]
